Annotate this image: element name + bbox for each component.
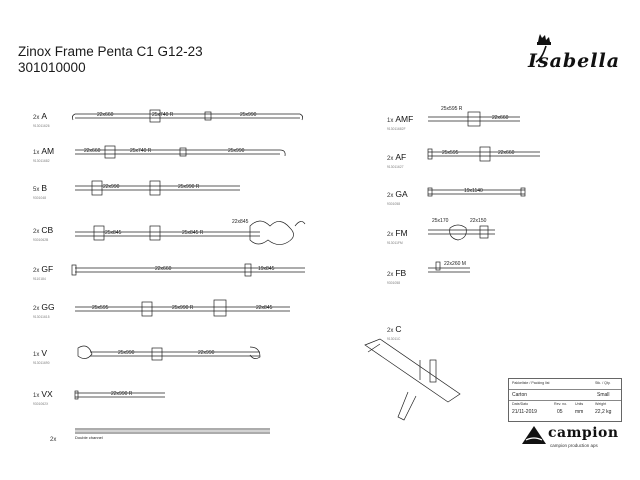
part-drawing-v xyxy=(78,346,260,360)
date-label: Date/Dato xyxy=(512,402,529,406)
campion-wordmark: campion xyxy=(548,425,619,441)
part-drawing-c xyxy=(365,339,460,420)
part-drawing-am xyxy=(75,146,285,158)
packing-list-label: Pakkeliste / Packing list xyxy=(512,381,550,385)
dim-label: 19x845 xyxy=(258,266,275,272)
dim-label: 22x990 xyxy=(198,350,215,356)
part-label-double-channel: 2x xyxy=(50,437,57,443)
article-number: 301010000 xyxy=(18,60,86,75)
part-label-c: 2x C 913011C xyxy=(387,324,402,341)
part-label-am: 1x AM 913011682 xyxy=(33,146,55,163)
dim-label: 25x170 xyxy=(432,218,449,224)
qty-header: Stk. / Qty. xyxy=(595,381,611,385)
dim-label: 25x990 R xyxy=(172,305,194,311)
weight-value: 22,2 kg xyxy=(595,409,612,415)
dim-label: 25x595 xyxy=(442,150,459,156)
part-label-vx: 1x VX 9301062X xyxy=(33,389,53,406)
rev-label: Rev. no. xyxy=(554,402,568,406)
dim-label: 25x845 xyxy=(105,230,122,236)
part-drawing-double-channel xyxy=(75,429,270,433)
dim-label: 22x990 xyxy=(103,184,120,190)
dim-label: 25x990 xyxy=(228,148,245,154)
logo-wordmark: Isabella xyxy=(528,50,621,72)
part-label-ga: 2x GA 9301058 xyxy=(387,189,408,206)
dim-label: 25x990 xyxy=(118,350,135,356)
part-drawing-fm xyxy=(428,225,495,240)
part-label-fm: 2x FM 913011FM xyxy=(387,228,408,245)
dim-label: 25x990 xyxy=(240,112,257,118)
dim-label: 25x740 R xyxy=(152,112,174,118)
frame-name: Zinox Frame Penta C1 G12-23 xyxy=(18,44,203,59)
carton-size: Small xyxy=(597,392,610,398)
dim-label: Double channel xyxy=(75,435,103,440)
part-label-amf: 1x AMF 913011682F xyxy=(387,114,414,131)
mountain-icon xyxy=(522,426,546,444)
dim-label: 22x260 M xyxy=(444,261,466,267)
dim-label: 19x1140 xyxy=(464,188,483,194)
part-label-v: 1x V 913011690 xyxy=(33,348,50,365)
part-label-cb: 2x CB 9301062B xyxy=(33,225,54,242)
dim-label: 22x845 xyxy=(256,305,273,311)
part-drawing-b xyxy=(75,181,240,195)
units-value: mm xyxy=(575,409,584,415)
dim-label: 22x150 xyxy=(470,218,487,224)
dim-label: 22x660 xyxy=(84,148,101,154)
dim-label: 25x845 R xyxy=(182,230,204,236)
weight-label: Weight xyxy=(595,402,607,406)
rev-value: 05 xyxy=(557,409,563,415)
dim-label: 22x660 xyxy=(155,266,172,272)
dim-label: 22x660 xyxy=(492,115,509,121)
campion-logo xyxy=(522,424,622,454)
part-label-a: 2x A 913011626 xyxy=(33,111,50,128)
part-label-gf: 2x GF 9110184 xyxy=(33,264,54,281)
carton-label: Carton xyxy=(512,392,528,398)
dim-label: 22x660 xyxy=(498,150,515,156)
campion-subtitle: campion production aps xyxy=(550,443,598,448)
part-label-fb: 2x FB 9301058 xyxy=(387,268,407,285)
units-label: Units xyxy=(575,402,584,406)
dim-label: 25x740 R xyxy=(130,148,152,154)
dim-label: 25x595 xyxy=(92,305,109,311)
dim-label: 22x660 xyxy=(97,112,114,118)
part-label-af: 2x AF 913011627 xyxy=(387,152,407,169)
dim-label: 25x990 R xyxy=(178,184,200,190)
part-label-b: 5x B 9301048 xyxy=(33,183,48,200)
dim-label: 22x845 xyxy=(232,219,249,225)
date-value: 21/11-2019 xyxy=(512,409,537,415)
dim-label: 25x595 R xyxy=(441,106,463,112)
part-label-gg: 2x GG 913011615 xyxy=(33,302,55,319)
title-block xyxy=(508,378,622,422)
dim-label: 22x990 R xyxy=(111,391,133,397)
